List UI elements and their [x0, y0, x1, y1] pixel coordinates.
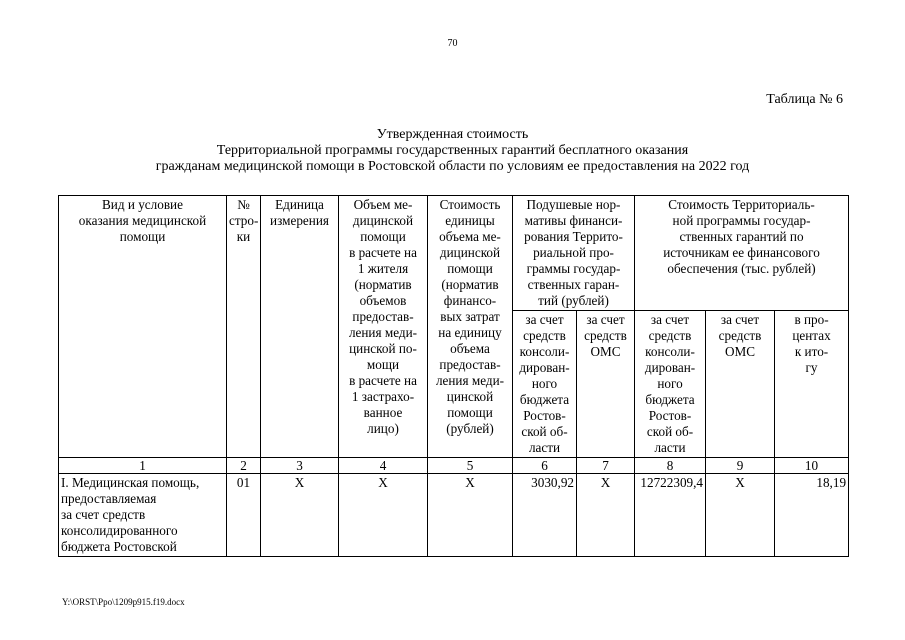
cost-table [58, 195, 849, 557]
title-line-1: Утвержденная стоимость [376, 127, 529, 142]
column-number: 6 [513, 458, 577, 474]
document-title [0, 127, 905, 175]
row-unit: X [261, 474, 339, 557]
title-line-2: Территориальной программы государственных гарантий бесплатного оказания [216, 143, 689, 158]
header-unit: Единица измерения [261, 196, 339, 458]
title-line-3: гражданам медицинской помощи в Ростовской области по условиям ее предоставления на 2022 год [155, 159, 750, 174]
column-number: 10 [775, 458, 849, 474]
column-number: 4 [339, 458, 428, 474]
column-number: 9 [706, 458, 775, 474]
row-cost-oms: X [706, 474, 775, 557]
column-number: 1 [59, 458, 227, 474]
header-per-capita-group: Подушевые нор- мативы финанси- рования Террито- риальной про- граммы государ- ственных гаран- тий (рублей) [513, 196, 635, 311]
row-unit-cost: X [428, 474, 513, 557]
column-number: 5 [428, 458, 513, 474]
column-number: 7 [577, 458, 635, 474]
column-number: 8 [635, 458, 706, 474]
row-line-number: 01 [227, 474, 261, 557]
column-number: 2 [227, 458, 261, 474]
row-percent: 18,19 [775, 474, 849, 557]
row-per-capita-budget: 3030,92 [513, 474, 577, 557]
page-number: 70 [447, 38, 458, 49]
header-volume: Объем ме- дицинской помощи в расчете на 1 жителя (норматив объемов предостав- ления меди- цинской по- мощи в расчете на 1 застрахо- ванное лицо) [339, 196, 428, 458]
header-row-1 [59, 196, 849, 311]
table-row [59, 474, 849, 557]
header-per-capita-budget: за счет средств консоли- дирован- ного бюджета Ростов- ской об- ласти [513, 311, 577, 458]
header-unit-cost: Стоимость единицы объема ме- дицинской помощи (норматив финансо- вых затрат на единицу объема предостав- ления меди- цинской помощи (рублей) [428, 196, 513, 458]
header-cost-oms: за счет средств ОМС [706, 311, 775, 458]
column-number: 3 [261, 458, 339, 474]
header-line-number: № стро- ки [227, 196, 261, 458]
row-volume: X [339, 474, 428, 557]
row-name: I. Медицинская помощь, предоставляемая за счет средств консолидированного бюджета Ростовской [59, 474, 227, 557]
file-path-footer: Y:\ORST\Ppo\1209p915.f19.docx [62, 597, 185, 607]
header-cost-group: Стоимость Территориаль- ной программы государ- ственных гарантий по источникам ее финансового обеспечения (тыс. рублей) [635, 196, 849, 311]
table-label: Таблица № 6 [766, 92, 843, 107]
row-per-capita-oms: X [577, 474, 635, 557]
row-cost-budget: 12722309,4 [635, 474, 706, 557]
column-number-row [59, 458, 849, 474]
header-per-capita-oms: за счет средств ОМС [577, 311, 635, 458]
header-type-and-condition: Вид и условие оказания медицинской помощи [59, 196, 227, 458]
header-cost-budget: за счет средств консоли- дирован- ного бюджета Ростов- ской об- ласти [635, 311, 706, 458]
header-percent: в про- центах к ито- гу [775, 311, 849, 458]
